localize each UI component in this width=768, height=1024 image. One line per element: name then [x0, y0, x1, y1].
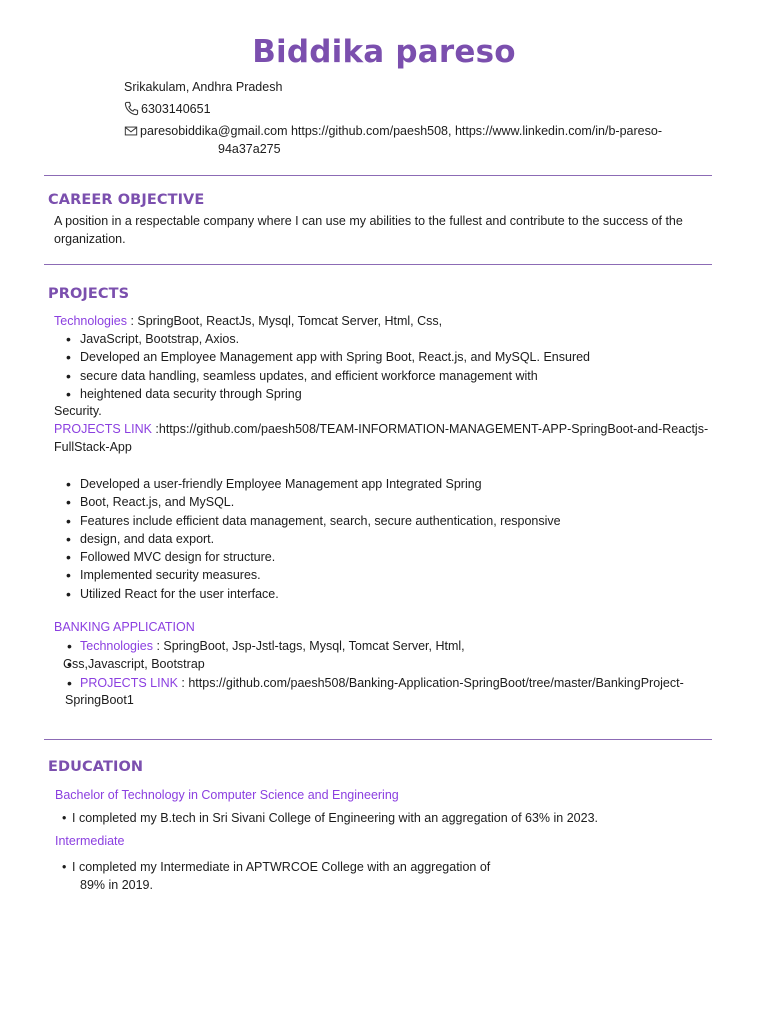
list-item: • Followed MVC design for structure. [54, 548, 561, 566]
project1-bullets [54, 330, 590, 403]
list-item: • Boot, React.js, and MySQL. [54, 493, 561, 511]
degree-intermediate-detail [62, 858, 490, 894]
list-item: • Developed an Employee Management app with Spring Boot, React.js, and MySQL. Ensured [54, 348, 590, 366]
bachelor-text: I completed my B.tech in Sri Sivani College of Engineering with an aggregation of 63% in 2023. [72, 811, 599, 825]
project2-bullets [54, 475, 561, 603]
career-line-2: organization. [54, 232, 126, 246]
linkedin-continuation[interactable]: 94a37a275 [218, 142, 281, 156]
list-item: • JavaScript, Bootstrap, Axios. [54, 330, 590, 348]
tech-value: : SpringBoot, ReactJs, Mysql, Tomcat Server, Html, Css, [126, 314, 443, 328]
divider [44, 739, 712, 740]
phone-icon [124, 101, 139, 116]
candidate-name: Biddika pareso [252, 34, 516, 70]
banking-link-label: PROJECTS LINK [80, 675, 178, 690]
list-item: • Implemented security measures. [54, 566, 561, 584]
security-text: Security. [54, 404, 102, 418]
banking-tech-value: : SpringBoot, Jsp-Jstl-tags, Mysql, Tomcat Server, Html, [152, 639, 465, 653]
banking-link-url[interactable]: : https://github.com/paesh508/Banking-Application-SpringBoot/tree/master/BankingProject- [177, 675, 684, 690]
banking-link-url-cont[interactable]: SpringBoot1 [65, 693, 134, 707]
location-text: Srikakulam, Andhra Pradesh [124, 80, 283, 94]
banking-bullets [64, 637, 684, 692]
projects-link-label: PROJECTS LINK [54, 422, 152, 436]
list-item [64, 637, 684, 655]
career-objective-heading: CAREER OBJECTIVE [48, 192, 205, 208]
intermediate-text: I completed my Intermediate in APTWRCOE College with an aggregation of [72, 860, 491, 874]
projects-link-url[interactable]: :https://github.com/paesh508/TEAM-INFORMATION-MANAGEMENT-APP-SpringBoot-and-Reactjs- [151, 422, 709, 436]
projects-heading: PROJECTS [48, 286, 130, 302]
banking-tech-value-cont: • Css,Javascript, Bootstrap [63, 657, 205, 672]
banking-application-title: BANKING APPLICATION [54, 620, 195, 634]
career-objective-text [54, 212, 683, 248]
career-line-1: A position in a respectable company where I can use my abilities to the fullest and contribute to the success of the [54, 214, 683, 228]
project1-tech-line [54, 312, 442, 330]
tech-label: Technologies [54, 314, 127, 328]
degree-bachelor: Bachelor of Technology in Computer Science and Engineering [55, 788, 399, 802]
bullet: • [62, 860, 67, 874]
divider [44, 175, 712, 176]
list-item: • Features include efficient data management, search, secure authentication, responsive [54, 512, 561, 530]
projects-link-url-cont[interactable]: FullStack-App [54, 440, 132, 454]
list-item: • Utilized React for the user interface. [54, 585, 561, 603]
project1-link-line [54, 420, 708, 456]
email-and-links[interactable]: paresobiddika@gmail.com https://github.com/paesh508, https://www.linkedin.com/in/b-pareso- [140, 124, 662, 138]
degree-intermediate: Intermediate [55, 834, 125, 848]
email-icon [124, 124, 138, 139]
degree-bachelor-detail [62, 809, 598, 827]
education-heading: EDUCATION [48, 759, 144, 775]
phone-row [124, 100, 211, 118]
intermediate-text-cont: 89% in 2019. [80, 878, 153, 892]
list-item [64, 655, 684, 673]
list-item: • secure data handling, seamless updates, and efficient workforce management with [54, 367, 590, 385]
banking-tech-label: Technologies [80, 639, 153, 653]
divider [44, 264, 712, 265]
list-item [64, 674, 684, 692]
phone-number[interactable]: 6303140651 [141, 102, 211, 116]
list-item: • Developed a user-friendly Employee Management app Integrated Spring [54, 475, 561, 493]
bullet: • [62, 811, 67, 825]
list-item: • heightened data security through Spring [54, 385, 590, 403]
email-links-row [124, 122, 662, 140]
list-item: • design, and data export. [54, 530, 561, 548]
